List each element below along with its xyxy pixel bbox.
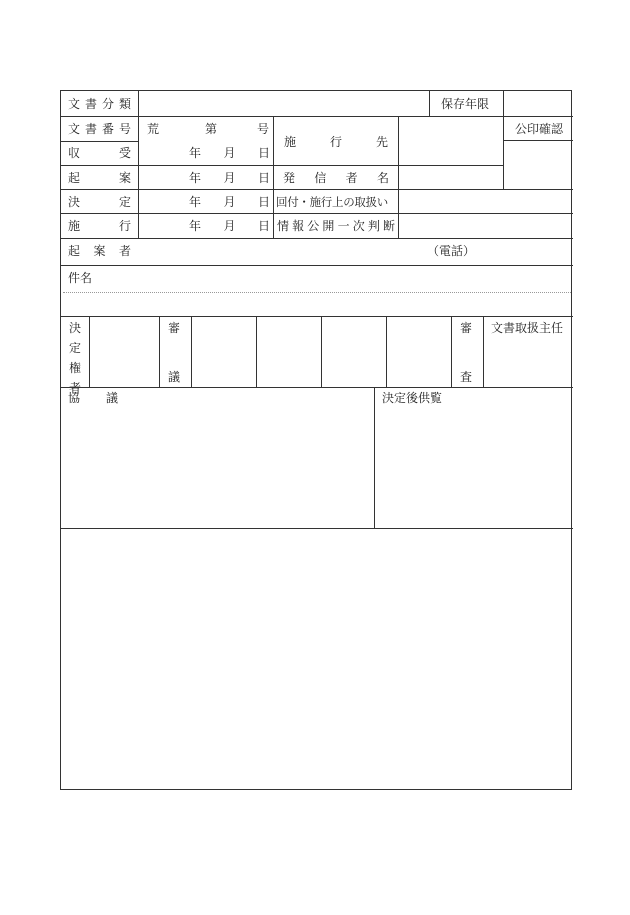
- label-char: 定: [68, 341, 81, 355]
- label-char: 施: [68, 219, 81, 233]
- label-document-handler: 文書取扱主任: [491, 321, 564, 335]
- label-char: 次: [352, 219, 365, 233]
- label-char: 者: [68, 381, 81, 395]
- label-disclosure-judgment: [277, 219, 395, 233]
- label-char: 起: [68, 244, 81, 258]
- label-char: 者: [345, 171, 358, 185]
- label-received: [68, 146, 131, 160]
- label-circulation-handling: 回付・施行上の取扱い: [276, 195, 388, 209]
- label-sender-name: [283, 171, 389, 185]
- label-char: 文: [68, 97, 81, 111]
- label-seal-confirmation: 公印確認: [515, 122, 564, 136]
- label-char: 権: [68, 361, 81, 375]
- label-char: 開: [322, 219, 335, 233]
- label-char: 起: [68, 171, 81, 185]
- label-destination: [284, 135, 388, 149]
- label-char: 番: [101, 122, 114, 136]
- label-char: 書: [84, 122, 97, 136]
- label-char: 受: [118, 146, 131, 160]
- label-char: 文: [68, 122, 81, 136]
- label-char: 決: [68, 195, 81, 209]
- label-subject: 件名: [68, 271, 93, 285]
- label-gou: 号: [257, 122, 270, 136]
- label-char: 協: [68, 391, 81, 405]
- label-char: 判: [367, 219, 380, 233]
- label-shinsa-bottom: 査: [460, 370, 473, 384]
- label-char: 発: [283, 171, 296, 185]
- label-char: 行: [329, 135, 342, 149]
- label-enforced: [68, 219, 131, 233]
- label-char: 決: [68, 321, 81, 335]
- label-post-decision-circulation: 決定後供覧: [382, 391, 443, 405]
- label-char: 案: [118, 171, 131, 185]
- label-retention-period: 保存年限: [441, 97, 490, 111]
- label-char: 類: [118, 97, 131, 111]
- label-document-classification: [68, 97, 131, 111]
- label-char: 情: [277, 219, 290, 233]
- document-form: [60, 90, 572, 790]
- label-char: 収: [68, 146, 81, 160]
- label-char: 一: [337, 219, 350, 233]
- label-char: 公: [307, 219, 320, 233]
- label-char: 議: [105, 391, 118, 405]
- label-char: 号: [118, 122, 131, 136]
- date-enforced: 年 月 日: [189, 219, 270, 233]
- label-shingi-bottom: 議: [168, 370, 181, 384]
- label-char: 行: [118, 219, 131, 233]
- label-dai: 第: [205, 122, 218, 136]
- label-char: 施: [284, 135, 297, 149]
- label-ara: 荒: [147, 122, 160, 136]
- label-char: 分: [101, 97, 114, 111]
- label-telephone: （電話）: [427, 244, 476, 258]
- label-char: 定: [118, 195, 131, 209]
- label-char: 者: [118, 244, 131, 258]
- label-char: 報: [292, 219, 305, 233]
- label-char: 書: [84, 97, 97, 111]
- label-consultation: [68, 391, 118, 405]
- label-drafted: [68, 171, 131, 185]
- date-decided: 年 月 日: [189, 195, 270, 209]
- label-char: 信: [314, 171, 327, 185]
- label-decision-authority: [68, 318, 82, 398]
- label-char: 先: [375, 135, 388, 149]
- label-shinsa-top: 審: [460, 321, 473, 335]
- label-char: 案: [93, 244, 106, 258]
- label-char: 断: [382, 219, 395, 233]
- date-received: 年 月 日: [189, 146, 270, 160]
- label-drafter: [68, 244, 131, 258]
- label-shingi-top: 審: [168, 321, 181, 335]
- date-drafted: 年 月 日: [189, 171, 270, 185]
- label-document-number: [68, 122, 131, 136]
- label-char: 名: [376, 171, 389, 185]
- label-decided: [68, 195, 131, 209]
